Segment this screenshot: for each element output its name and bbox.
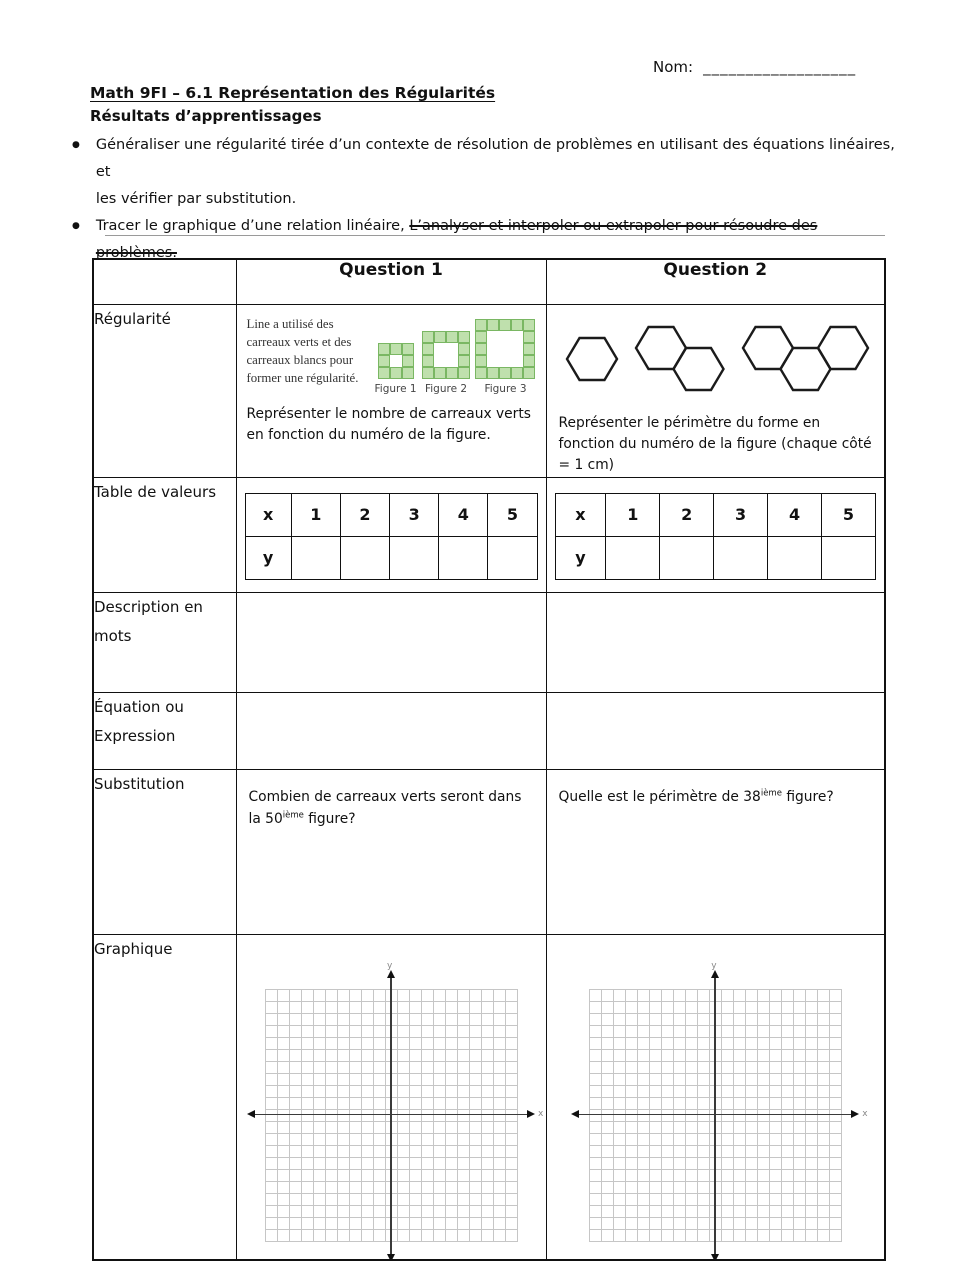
equation-q1-answer-cell [236,692,546,769]
green-tile [378,343,390,355]
tile-grid [378,343,414,379]
green-tile [511,319,523,331]
values-table-q2 [555,493,877,580]
green-tile [499,319,511,331]
learning-outcomes-list [72,132,902,267]
x-value-cell: 1 [291,493,340,536]
graph-q1-cell [236,934,546,1260]
green-tile [422,355,434,367]
substitution-q2-cell [546,769,885,934]
q1-pattern-prompt: Représenter le nombre de carreaux verts en fonction du numéro de la figure. [246,405,531,443]
tile-figures-row [369,315,538,395]
regularite-q1-cell [236,304,546,477]
x-header-cell: x [245,493,291,536]
table-row [93,592,885,692]
white-tile [499,343,511,355]
equation-q2-answer-cell [546,692,885,769]
white-tile [499,355,511,367]
substitution-question-q1: Combien de carreaux verts seront dans la 50ième figure? [248,788,522,827]
green-tile [446,331,458,343]
description-q2-answer-cell [546,592,885,692]
table-row [93,477,885,592]
white-tile [434,343,446,355]
green-tile [458,331,470,343]
y-answer-cell [488,536,537,579]
hexagon-figures-row [559,313,875,405]
substitution-q1-cell [236,769,546,934]
white-tile [487,355,499,367]
hexagon-figure-2 [634,325,726,392]
green-tile [523,367,535,379]
white-tile [511,343,523,355]
green-tile [523,331,535,343]
green-tile [499,367,511,379]
green-tile [434,367,446,379]
green-tile [390,343,402,355]
figure-label: Figure 2 [424,382,468,395]
white-tile [446,355,458,367]
x-axis [253,1114,529,1116]
learning-outcomes-heading: Résultats d’apprentissages [90,107,322,125]
white-tile [487,343,499,355]
green-tile [422,367,434,379]
y-header-cell: y [555,536,606,579]
white-tile [487,331,499,343]
tile-figure-1 [375,343,417,395]
green-tile [434,331,446,343]
x-header-cell: x [555,493,606,536]
green-tile [475,355,487,367]
worksheet-table [92,258,886,1261]
row-label-description: Description en mots [93,592,236,692]
green-tile [458,367,470,379]
y-answer-cell [340,536,389,579]
strikethrough-text: L’analyser et interpoler ou extrapoler pour résoudre des problèmes. [95,218,818,261]
y-answer-cell [822,536,876,579]
white-tile [499,331,511,343]
y-axis-arrow-down-icon [711,1254,719,1260]
hexagon-figure-3 [741,325,870,392]
green-tile [475,343,487,355]
header-blank-cell [93,259,236,304]
textbook-intro-text: Line a utilisé des carreaux verts et des carreaux blancs pour former une régularité. [246,316,359,385]
y-answer-cell [390,536,439,579]
name-blank-line: __________________ [703,58,857,76]
green-tile [378,355,390,367]
y-answer-cell [660,536,714,579]
bullet1-text: Généraliser une régularité tirée d’un contexte de résolution de problèmes en utilisant des équations linéaires, et les vérifier par substitution. [95,137,895,207]
green-tile [475,319,487,331]
x-value-cell: 3 [390,493,439,536]
y-axis-label: y [711,960,717,971]
row-label-regularite: Régularité [93,304,236,477]
table-header-row [93,259,885,304]
y-axis-label: y [387,960,393,971]
green-tile [446,367,458,379]
coordinate-grid-q2 [575,960,868,1259]
y-answer-cell [606,536,660,579]
green-tile [458,343,470,355]
x-axis-arrow-right-icon [527,1110,535,1118]
regularite-q2-cell [546,304,885,477]
x-axis-label: x [862,1108,868,1119]
x-value-cell: 3 [714,493,768,536]
ordinal-superscript: ième [760,788,782,799]
green-tile [523,355,535,367]
y-answer-cell [768,536,822,579]
bullet-dot-icon: ● [72,221,80,231]
green-tile [402,367,414,379]
x-axis [577,1114,853,1116]
values-table-q1 [245,493,538,580]
y-axis-arrow-up-icon [711,970,719,978]
description-q1-answer-cell [236,592,546,692]
x-value-cell: 1 [606,493,660,536]
x-value-cell: 5 [488,493,537,536]
x-axis-arrow-left-icon [247,1110,255,1118]
tile-grid [475,319,535,379]
values-q2-cell [546,477,885,592]
values-q1-cell [236,477,546,592]
green-tile [487,367,499,379]
question1-header: Question 1 [236,259,546,304]
table-row [93,934,885,1260]
row-label-table-de-valeurs: Table de valeurs [93,477,236,592]
y-answer-cell [714,536,768,579]
green-tile [422,343,434,355]
figure-label: Figure 3 [484,382,527,395]
y-axis-arrow-up-icon [387,970,395,978]
x-value-cell: 2 [660,493,714,536]
green-tile [511,367,523,379]
q2-pattern-prompt: Représenter le périmètre du forme en fonction du numéro de la figure (chaque côté = 1 cm) [558,414,872,474]
green-tile [523,319,535,331]
figure-label: Figure 1 [374,382,417,395]
x-value-cell: 5 [822,493,876,536]
worksheet-title: Math 9FI – 6.1 Représentation des Régularités [90,84,496,102]
green-tile [487,319,499,331]
green-tile [402,343,414,355]
white-tile [446,343,458,355]
y-header-cell: y [245,536,291,579]
white-tile [511,355,523,367]
table-row [93,304,885,477]
grid-paper [265,989,518,1242]
bullet2-text: Tracer le graphique d’une relation linéaire, L’analyser et interpoler ou extrapoler pour résoudre des problèmes. [95,218,818,261]
green-tile [475,331,487,343]
white-tile [511,331,523,343]
green-tile [458,355,470,367]
x-axis-arrow-left-icon [571,1110,579,1118]
green-tile [475,367,487,379]
row-label-equation: Équation ou Expression [93,692,236,769]
substitution-question-q2: Quelle est le périmètre de 38ième figure? [558,788,834,805]
tile-grid [422,331,470,379]
ordinal-superscript: ième [282,810,304,821]
y-axis-arrow-down-icon [387,1254,395,1260]
white-tile [434,355,446,367]
x-axis-arrow-right-icon [851,1110,859,1118]
table-row [93,692,885,769]
green-tile [523,343,535,355]
green-tile [390,367,402,379]
x-axis-label: x [538,1108,544,1119]
section-divider [105,235,885,236]
table-row [93,769,885,934]
y-answer-cell [291,536,340,579]
x-value-cell: 4 [768,493,822,536]
bullet-item [72,132,902,213]
grid-paper [589,989,842,1242]
y-answer-cell [439,536,488,579]
bullet-dot-icon: ● [72,140,80,150]
green-tile [422,331,434,343]
green-tile [402,355,414,367]
tile-figure-2 [422,331,470,395]
question2-header: Question 2 [546,259,885,304]
x-value-cell: 2 [340,493,389,536]
tile-figure-3 [475,319,535,395]
x-value-cell: 4 [439,493,488,536]
coordinate-grid-q1 [251,960,544,1259]
row-label-graphique: Graphique [93,934,236,1260]
green-tile [378,367,390,379]
white-tile [390,355,402,367]
row-label-substitution: Substitution [93,769,236,934]
name-label: Nom: [653,58,694,76]
hexagon-figure-1 [565,336,619,382]
name-field-row [653,58,856,76]
graph-q2-cell [546,934,885,1260]
